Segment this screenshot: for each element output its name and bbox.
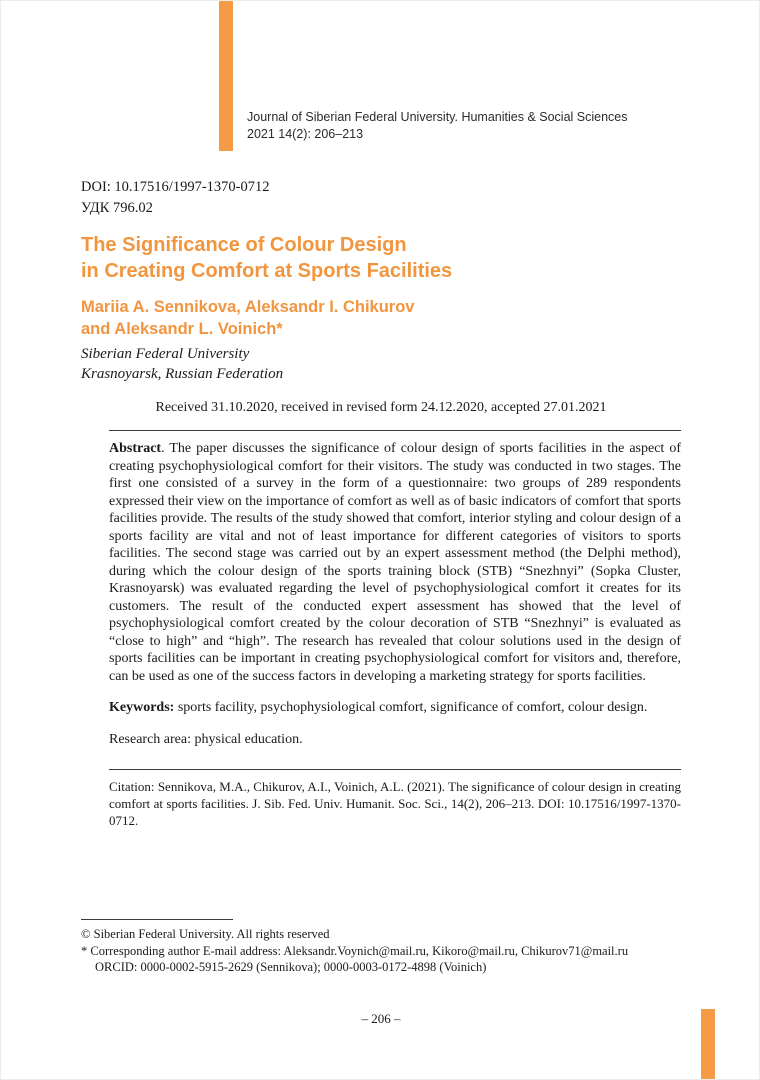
journal-issue: 2021 14(2): 206–213 <box>247 126 364 141</box>
research-area: Research area: physical education. <box>109 732 303 748</box>
doi-line: DOI: 10.17516/1997-1370-0712 <box>81 179 270 195</box>
udk-line: УДК 796.02 <box>81 199 153 216</box>
paper-content <box>81 177 681 829</box>
footnote-corresponding-author: * Corresponding author E-mail address: Aleksandr.Voynich@mail.ru, Kikoro@mail.ru, Chikurov71@mail.ru <box>81 943 629 958</box>
page-number: – 206 – <box>361 1011 401 1026</box>
paper-title-line2: in Creating Comfort at Sports Facilities <box>81 260 453 283</box>
keywords-label: Keywords: <box>109 700 175 716</box>
affiliation-university: Siberian Federal University <box>81 346 250 363</box>
paper-authors <box>81 296 681 340</box>
footnote-copyright: © Siberian Federal University. All rights reserved <box>81 927 330 941</box>
affiliation-city: Krasnoyarsk, Russian Federation <box>81 366 284 383</box>
authors-line2: and Aleksandr L. Voinich* <box>81 320 283 339</box>
authors-line1: Mariia A. Sennikova, Aleksandr I. Chikurov <box>81 298 415 317</box>
journal-name: Journal of Siberian Federal University. Humanities & Social Sciences <box>247 110 628 124</box>
keywords-section <box>109 699 681 717</box>
abstract-text: . The paper discusses the significance of colour design of sports facilities in the aspect of creating psychophysiological comfort for their visitors. The study was conducted in two stages. The first one consisted of a survey in the form of a questionnaire: two groups of 289 respondents expressed their view on the importance of comfort as well as of basic indicators of comfort that sports facilities provide. The results of the study showed that comfort, interior styling and colour design of a sports facility are vital and not of least importance for different categories of visitors to sports facilities. The second stage was carried out by an expert assessment method (the Delphi method), during which the colour design of the sports training block (STB) “Snezhnyi” (Sopka Cluster, Krasnoyarsk) was evaluated regarding the level of psychophysiological comfort it creates for its customers. The result of the conducted expert assessment has showed that the level of psychophysiological comfort created by the colour decoration of STB “Snezhnyi” is evaluated as “close to high” and “high”. The research has revealed that colour solutions used in the design of sports facilities can be important in creating psychophysiological comfort for visitors and, therefore, can be used as one of the success factors in developing a marketing strategy for sports facilities. <box>109 441 681 684</box>
journal-header <box>247 109 687 143</box>
accent-bar-top <box>219 1 233 151</box>
accent-bar-bottom <box>701 1009 715 1080</box>
abstract-section <box>109 430 681 685</box>
abstract-label: Abstract <box>109 441 162 457</box>
paper-title <box>81 232 681 284</box>
doi-block <box>81 177 681 218</box>
citation-section: Citation: Sennikova, M.A., Chikurov, A.I., Voinich, A.L. (2021). The significance of colour design in creating comfort at sports facilities. J. Sib. Fed. Univ. Humanit. Soc. Sci., 14(2), 206–213. DOI: 10.17516/1997-1370-0712. <box>109 769 681 829</box>
received-dates: Received 31.10.2020, received in revised form 24.12.2020, accepted 27.01.2021 <box>155 400 607 416</box>
footnote-orcid: ORCID: 0000-0002-5915-2629 (Sennikova); 0000-0003-0172-4898 (Voinich) <box>95 960 487 974</box>
keywords-text: sports facility, psychophysiological comfort, significance of comfort, colour design. <box>174 700 648 716</box>
affiliation <box>81 344 681 384</box>
paper-title-line1: The Significance of Colour Design <box>81 234 407 257</box>
footnotes <box>81 919 681 976</box>
footnote-rule <box>81 919 233 920</box>
